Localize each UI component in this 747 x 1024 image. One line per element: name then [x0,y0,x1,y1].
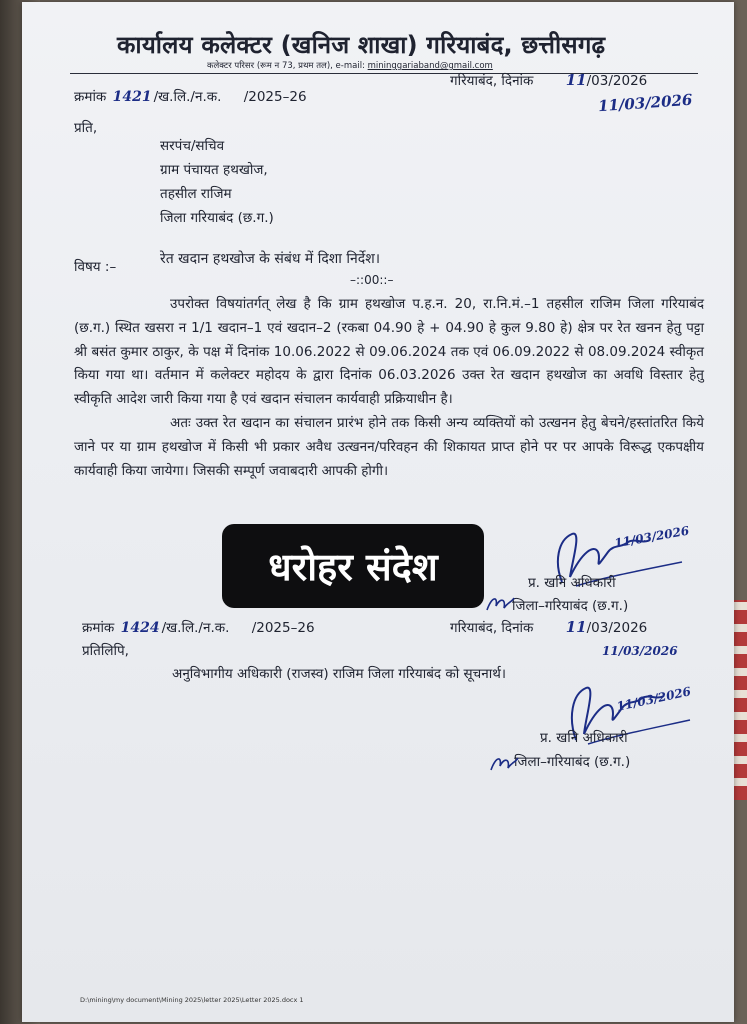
reference-line [74,87,307,105]
initials-mark-2 [488,752,520,774]
copy-ref-prefix: क्रमांक [82,620,115,636]
letter-body [74,293,704,483]
signature-1-date: 11/03/2026 [613,523,691,551]
email-link[interactable]: mininggariaband@gmail.com [367,61,493,71]
copy-date-rest: /03/2026 [586,620,648,636]
body-paragraph-2: अतः उक्त रेत खदान का संचालन प्रारंभ होने तक किसी अन्य व्यक्तियों को उत्खनन हेतु बेचने/हस्तांतरित किये जाने पर या ग्राम हथखोज में किसी भी प्रकार अवैध उत्खनन/परिवहन की शिकायत प्राप्त होने पर पर आपके विरूद्ध एकपक्षीय कार्यवाही किया जायेगा। जिसकी सम्पूर्ण जवाबदारी आपकी होगी। [74,414,704,479]
copy-place-date-line [450,618,647,636]
recipient-line-3: तहसील राजिम [160,186,232,202]
copy-place-date-label: गरियाबंद, दिनांक [450,620,534,636]
ref-year: /2025–26 [243,89,307,105]
body-paragraph-1: उपरोक्त विषयांतर्गत् लेख है कि ग्राम हथखोज प.ह.न. 20, रा.नि.मं.–1 तहसील राजिम जिला गरियाबंद (छ.ग.) स्थित खसरा न 1/1 खदान–1 एवं खदान–2 (रकबा 04.90 हे + 04.90 हे कुल 9.80 हे) क्षेत्र पर रेत खनन हेतु पट्टा श्री बसंत कुमार ठाकुर, के पक्ष में दिनांक 10.06.2022 से 09.06.2024 तक एवं 06.09.2022 से 08.09.2024 स्वीकृत किया गया था। वर्तमान में कलेक्टर महोदय के द्वारा दिनांक 06.03.2026 उक्त रेत खदान हथखोज का अवधि विस्तार हेतु स्वीकृति आदेश जारी किया गया है एवं खदान संचालन कार्यवाही प्रक्रियाधीन है। [74,296,704,408]
copy-reference-line [82,618,315,636]
signatory-place-2: जिला–गरियाबंद (छ.ग.) [514,754,631,770]
recipient-line-4: जिला गरियाबंद (छ.ग.) [160,210,274,226]
signatory-place-1: जिला–गरियाबंद (छ.ग.) [512,598,629,614]
copy-label: प्रतिलिपि, [82,643,129,659]
signatory-title-2: प्र. खनि अधिकारी [540,730,628,746]
signature-2-date: 11/03/2026 [615,684,693,714]
office-address-line [207,60,493,71]
initials-mark-1 [484,592,516,614]
copy-ref-number-handwritten: 1424 [120,620,160,636]
date-rest: /03/2026 [586,73,648,89]
copy-recipient: अनुविभागीय अधिकारी (राजस्व) राजिम जिला गरियाबंद को सूचनार्थ। [172,666,506,682]
date-handwritten: 11/03/2026 [597,90,693,116]
copy-date-handwritten: 11/03/2026 [602,644,678,658]
copy-ref-mid: /ख.लि./न.क. [161,620,230,636]
ref-number-handwritten: 1421 [112,89,152,105]
ref-prefix: क्रमांक [74,89,107,105]
date-day-handwritten: 11 [565,71,587,89]
news-banner: धरोहर संदेश [222,524,484,608]
to-label: प्रति, [74,120,98,136]
place-date-line [450,71,647,89]
subject-text: रेत खदान हथखोज के संबंध में दिशा निर्देश। [160,251,381,267]
file-path-footer: D:\mining\my document\Mining 2025\letter 2025\Letter 2025.docx 1 [80,996,304,1004]
ref-mid: /ख.लि./न.क. [153,89,222,105]
office-address: कलेक्टर परिसर (रूम न 73, प्रथम तल), [207,61,333,71]
subject-label: विषय :– [74,259,117,275]
letter-page [22,2,734,1022]
office-title: कार्यालय कलेक्टर (खनिज शाखा) गरियाबंद, छत्तीसगढ़ [117,31,606,59]
place-date-label: गरियाबंद, दिनांक [450,73,534,89]
separator: –::00::– [350,273,394,287]
recipient-line-1: सरपंच/सचिव [160,138,225,154]
copy-date-day-handwritten: 11 [565,618,587,636]
copy-ref-year: /2025–26 [251,620,315,636]
recipient-line-2: ग्राम पंचायत हथखोज, [160,162,268,178]
email-label: e-mail: [335,61,365,71]
signatory-title-1: प्र. खनि अधिकारी [528,575,616,591]
